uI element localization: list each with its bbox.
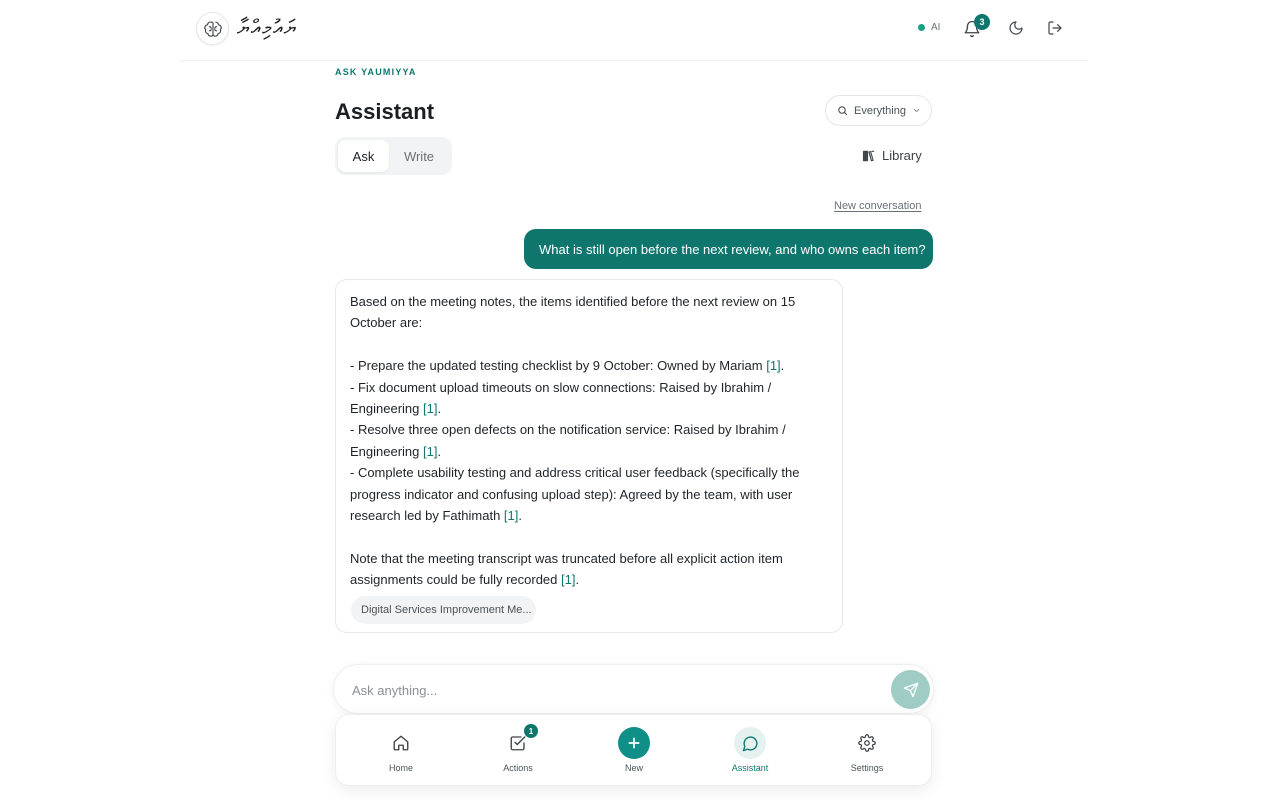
logout-button[interactable] (1047, 20, 1067, 40)
assistant-answer-text (350, 291, 828, 591)
answer-item: - Prepare the updated testing checklist by 9 October: Owned by Mariam [1]. (350, 358, 785, 374)
answer-item: - Resolve three open defects on the notification service: Raised by Ibrahim / Engineering [1]. (350, 422, 790, 459)
source-chip[interactable]: Digital Services Improvement Me... (351, 596, 536, 624)
scope-select[interactable] (825, 95, 932, 126)
user-message-bubble (524, 229, 933, 269)
answer-intro: Based on the meeting notes, the items identified before the next review on 15 October are: (350, 294, 799, 331)
nav-actions[interactable] (478, 715, 558, 787)
citation-link[interactable]: [1] (423, 443, 438, 459)
ai-status-indicator (918, 22, 940, 33)
user-message-text: What is still open before the next review, and who owns each item? (539, 241, 926, 257)
answer-note: Note that the meeting transcript was truncated before all explicit action item assignments could be fully recorded [1]. (350, 550, 787, 588)
citation-link[interactable]: [1] (503, 508, 519, 524)
bottom-navigation (335, 714, 932, 786)
send-icon (903, 682, 919, 698)
tab-write[interactable]: Write (403, 148, 435, 164)
search-icon (837, 105, 848, 116)
logout-icon (1047, 20, 1063, 36)
status-dot-icon (918, 24, 925, 31)
answer-item: - Complete usability testing and address critical user feedback (specifically the progress indicator and confusing upload step): Agreed by the team, with user research led by Fathimath [1]. (350, 465, 804, 524)
page-eyebrow: ASK YAUMIYYA (335, 67, 417, 77)
nav-new[interactable] (594, 715, 674, 787)
theme-toggle-button[interactable] (1008, 20, 1028, 40)
chevron-down-icon (912, 106, 921, 115)
nav-settings-label: Settings (850, 763, 884, 773)
scope-select-value: Everything (854, 104, 906, 117)
nav-assistant[interactable] (710, 715, 790, 787)
gear-icon (851, 727, 883, 759)
citation-link[interactable]: [1] (423, 401, 438, 417)
tab-ask[interactable]: Ask (338, 140, 389, 172)
nav-actions-label: Actions (503, 763, 533, 773)
home-icon (385, 727, 417, 759)
app-header (180, 0, 1088, 61)
citation-link[interactable]: [1] (766, 358, 781, 374)
nav-assistant-label: Assistant (731, 763, 769, 773)
new-conversation-link[interactable]: New conversation (834, 200, 922, 212)
nav-new-label: New (624, 763, 643, 773)
moon-icon (1008, 20, 1024, 36)
page-title: Assistant (335, 99, 435, 124)
mode-tabs (335, 137, 452, 175)
library-button[interactable] (862, 148, 922, 163)
chat-bubble-icon (734, 727, 766, 759)
plus-icon (618, 727, 650, 759)
assistant-answer-card (335, 279, 843, 633)
library-icon (862, 149, 876, 163)
notification-count-badge: 3 (974, 14, 990, 30)
send-button[interactable] (891, 670, 930, 709)
answer-item: - Fix document upload timeouts on slow connections: Raised by Ibrahim / Engineering [1]. (350, 379, 775, 417)
nav-home[interactable] (361, 715, 441, 787)
actions-count-badge: 1 (524, 724, 538, 738)
citation-link[interactable]: [1] (561, 572, 576, 588)
brain-logo-icon[interactable] (196, 12, 229, 45)
nav-settings[interactable] (827, 715, 907, 787)
app-logo-text: ޔައުމިއްޔާ (237, 16, 298, 41)
message-composer (333, 664, 934, 714)
ai-status-label: AI (931, 22, 941, 33)
ask-input[interactable] (352, 679, 872, 701)
library-label: Library (882, 148, 922, 163)
nav-home-label: Home (388, 763, 413, 773)
